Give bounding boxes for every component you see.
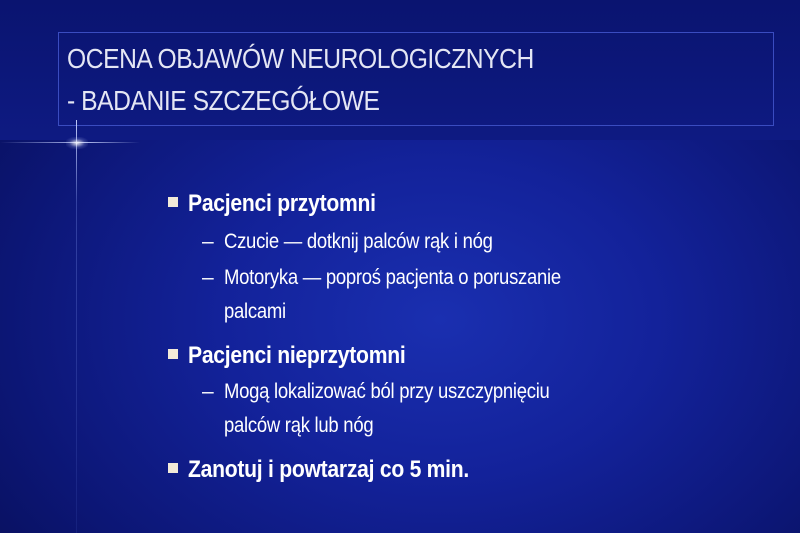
dash-icon: – [202,230,214,253]
decorative-sparkle [66,137,88,149]
bullet-text: Pacjenci nieprzytomni [188,342,406,369]
sub-bullet-text: palcami [224,300,286,323]
dash-icon: – [202,380,214,403]
dash-icon: – [202,266,214,289]
sub-bullet-text: Mogą lokalizować ból przy uszczypnięciu [224,380,550,403]
square-bullet-icon [168,197,178,207]
decorative-vertical-line [76,120,77,533]
bullet-text: Zanotuj i powtarzaj co 5 min. [188,456,470,483]
sub-bullet-text: Czucie — dotknij palców rąk i nóg [224,230,493,253]
square-bullet-icon [168,463,178,473]
sub-bullet-text: palców rąk lub nóg [224,414,374,437]
slide-title-line2: - BADANIE SZCZEGÓŁOWE [67,85,380,116]
slide-title-line1: OCENA OBJAWÓW NEUROLOGICZNYCH [67,43,534,74]
square-bullet-icon [168,349,178,359]
bullet-text: Pacjenci przytomni [188,190,376,217]
title-box [58,32,774,126]
sub-bullet-text: Motoryka — poproś pacjenta o poruszanie [224,266,561,289]
